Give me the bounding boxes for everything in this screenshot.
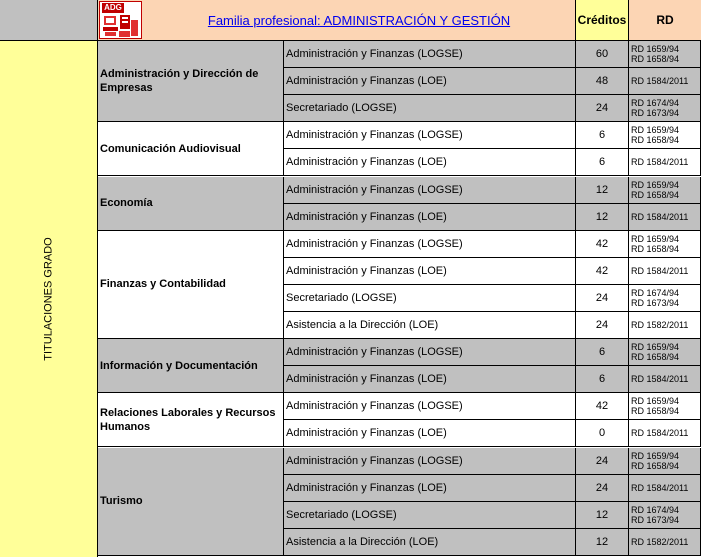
rd-reference: RD 1673/94 — [631, 108, 680, 119]
degree-title: Administración y Finanzas (LOE) — [284, 204, 576, 231]
rd-header: RD — [629, 0, 701, 41]
credits-value: 42 — [576, 393, 629, 420]
rd-cell — [629, 122, 701, 149]
rd-cell — [629, 204, 701, 231]
rd-cell — [629, 475, 701, 502]
rd-cell — [629, 177, 701, 204]
side-category-cell — [0, 41, 98, 557]
family-title-link[interactable]: Familia profesional: ADMINISTRACIÓN Y GESTIÓN — [207, 12, 511, 28]
rd-cell — [629, 41, 701, 68]
side-label-wrap — [0, 41, 98, 557]
rd-reference: RD 1658/94 — [631, 189, 680, 200]
rd-reference: RD 1582/2011 — [631, 536, 689, 547]
degree-title: Administración y Finanzas (LOGSE) — [284, 339, 576, 366]
rd-cell — [629, 339, 701, 366]
rd-reference: RD 1584/2011 — [631, 211, 689, 222]
group-name: Turismo — [98, 448, 284, 556]
rd-cell — [629, 95, 701, 122]
rd-reference: RD 1659/94 — [631, 396, 680, 407]
header-corner — [0, 0, 98, 41]
rd-cell — [629, 366, 701, 393]
rd-reference: RD 1658/94 — [631, 243, 680, 254]
credits-value: 12 — [576, 204, 629, 231]
credits-value: 6 — [576, 366, 629, 393]
rd-reference: RD 1658/94 — [631, 406, 680, 417]
group-name: Administración y Dirección de Empresas — [98, 41, 284, 122]
credits-value: 6 — [576, 149, 629, 176]
degree-title: Administración y Finanzas (LOE) — [284, 258, 576, 285]
group-name: Finanzas y Contabilidad — [98, 231, 284, 339]
credits-value: 24 — [576, 285, 629, 312]
group-name: Relaciones Laborales y Recursos Humanos — [98, 393, 284, 447]
rd-reference: RD 1674/94 — [631, 287, 680, 298]
credits-value: 12 — [576, 529, 629, 556]
rd-reference: RD 1584/2011 — [631, 374, 689, 385]
credits-value: 6 — [576, 339, 629, 366]
header-title-wrap — [98, 0, 576, 40]
rd-cell — [629, 285, 701, 312]
rd-cell — [629, 68, 701, 95]
rd-reference: RD 1674/94 — [631, 504, 680, 515]
group-name: Comunicación Audiovisual — [98, 122, 284, 176]
rd-reference: RD 1659/94 — [631, 44, 680, 55]
degree-title: Administración y Finanzas (LOE) — [284, 475, 576, 502]
rd-reference: RD 1584/2011 — [631, 428, 689, 439]
credits-value: 24 — [576, 448, 629, 475]
rd-reference: RD 1658/94 — [631, 460, 680, 471]
credits-header: Créditos — [576, 0, 629, 41]
rd-reference: RD 1584/2011 — [631, 76, 689, 87]
credits-value: 24 — [576, 312, 629, 339]
rd-reference: RD 1658/94 — [631, 54, 680, 65]
rd-cell — [629, 502, 701, 529]
degree-title: Asistencia a la Dirección (LOE) — [284, 312, 576, 339]
credits-value: 12 — [576, 177, 629, 204]
rd-reference: RD 1659/94 — [631, 342, 680, 353]
degree-title: Secretariado (LOGSE) — [284, 502, 576, 529]
degree-title: Secretariado (LOGSE) — [284, 285, 576, 312]
rd-reference: RD 1659/94 — [631, 450, 680, 461]
header-title-cell — [98, 0, 576, 41]
logo-label: ADG — [102, 3, 124, 13]
rd-reference: RD 1659/94 — [631, 125, 680, 136]
rd-reference: RD 1582/2011 — [631, 320, 689, 331]
credits-value: 60 — [576, 41, 629, 68]
degree-title: Administración y Finanzas (LOGSE) — [284, 393, 576, 420]
rd-reference: RD 1659/94 — [631, 179, 680, 190]
rd-reference: RD 1659/94 — [631, 233, 680, 244]
degree-title: Administración y Finanzas (LOGSE) — [284, 41, 576, 68]
degree-title: Administración y Finanzas (LOE) — [284, 149, 576, 176]
rd-cell — [629, 448, 701, 475]
credits-value: 42 — [576, 231, 629, 258]
credits-value: 0 — [576, 420, 629, 447]
rd-cell — [629, 529, 701, 556]
degree-title: Administración y Finanzas (LOGSE) — [284, 231, 576, 258]
rd-reference: RD 1673/94 — [631, 514, 680, 525]
credits-value: 12 — [576, 502, 629, 529]
degree-title: Administración y Finanzas (LOE) — [284, 366, 576, 393]
credits-value: 42 — [576, 258, 629, 285]
degree-title: Administración y Finanzas (LOGSE) — [284, 177, 576, 204]
rd-cell — [629, 149, 701, 176]
rd-reference: RD 1584/2011 — [631, 157, 689, 168]
degree-title: Secretariado (LOGSE) — [284, 95, 576, 122]
credits-value: 48 — [576, 68, 629, 95]
rd-cell — [629, 258, 701, 285]
degree-title: Administración y Finanzas (LOGSE) — [284, 448, 576, 475]
rd-cell — [629, 312, 701, 339]
credits-value: 6 — [576, 122, 629, 149]
rd-reference: RD 1673/94 — [631, 297, 680, 308]
rd-reference: RD 1584/2011 — [631, 482, 689, 493]
rd-reference: RD 1584/2011 — [631, 265, 689, 276]
degree-title: Administración y Finanzas (LOE) — [284, 68, 576, 95]
degree-title: Administración y Finanzas (LOGSE) — [284, 122, 576, 149]
rd-cell — [629, 420, 701, 447]
credits-value: 24 — [576, 95, 629, 122]
rd-reference: RD 1658/94 — [631, 352, 680, 363]
group-name: Economía — [98, 177, 284, 231]
degree-title: Asistencia a la Dirección (LOE) — [284, 529, 576, 556]
rd-reference: RD 1674/94 — [631, 98, 680, 109]
credits-value: 24 — [576, 475, 629, 502]
degree-title: Administración y Finanzas (LOE) — [284, 420, 576, 447]
rd-cell — [629, 231, 701, 258]
group-name: Información y Documentación — [98, 339, 284, 393]
rd-cell — [629, 393, 701, 420]
side-category-label: TITULACIONES GRADO — [43, 237, 55, 361]
rd-reference: RD 1658/94 — [631, 135, 680, 146]
